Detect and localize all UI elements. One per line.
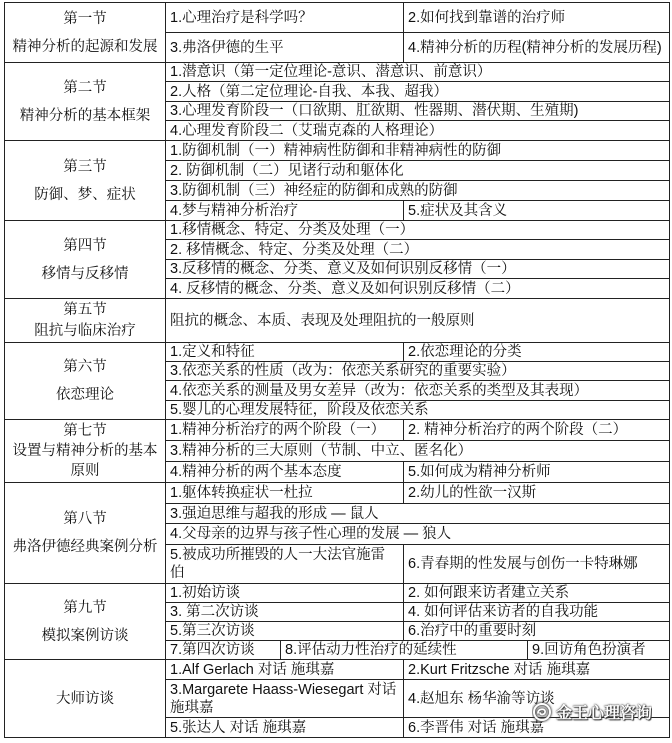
lesson-item: 5.第三次访谈: [166, 622, 404, 641]
section-number: 第四节: [63, 237, 107, 254]
lesson-item: 6.治疗中的重要时刻: [404, 622, 670, 641]
section-heading-text: [8, 237, 162, 283]
lesson-item: 2.Kurt Fritzsche 对话 施琪嘉: [404, 660, 670, 680]
section-number: 第九节: [63, 599, 107, 616]
table-row: [5, 3, 670, 33]
account-logo-icon: [532, 702, 552, 722]
section-number: 第三节: [63, 158, 107, 175]
lesson-item: 1.防御机制（一）精神病性防御和非精神病性的防御: [166, 141, 670, 161]
table-row: [5, 420, 670, 441]
lesson-item: 阻抗的概念、本质、表现及处理阻抗的一般原则: [166, 299, 670, 343]
lesson-item: 2.依恋理论的分类: [404, 343, 670, 362]
section-heading-text: [8, 599, 162, 645]
course-syllabus-table: [4, 2, 670, 738]
lesson-item: 4. 如何评估来访者的自我功能: [404, 603, 670, 622]
section-number: 第二节: [63, 79, 107, 96]
lesson-item: 1.定义和特征: [166, 343, 404, 362]
section-title: 精神分析的基本框架: [19, 107, 151, 124]
section-heading-text: [8, 690, 162, 708]
lesson-item: 4.依恋关系的测量及男女差异（改为：依恋关系的类型及其表现）: [166, 381, 670, 401]
lesson-item: 1.潜意识（第一定位理论-意识、潜意识、前意识）: [166, 63, 670, 82]
lesson-item: 4.精神分析的两个基本态度: [166, 462, 404, 483]
lesson-item: 1.移情概念、特定、分类及处理（一）: [166, 221, 670, 240]
lesson-item: 2.人格（第二定位理论-自我、本我、超我）: [166, 82, 670, 102]
section-title: 精神分析的起源和发展: [12, 38, 158, 55]
lesson-item: 2.幼儿的性欲一汉斯: [404, 483, 670, 504]
lesson-item: 7.第四次访谈: [166, 641, 281, 660]
section-heading-text: [8, 358, 162, 404]
lesson-item: 2.如何找到靠谱的治疗师: [404, 3, 670, 33]
table-row: [5, 584, 670, 603]
section-heading: [5, 343, 166, 420]
lesson-item: 4.精神分析的历程(精神分析的发展历程): [404, 33, 670, 63]
lesson-item: 6.李晋伟 对话 施琪嘉: [404, 718, 670, 738]
section-heading: [5, 221, 166, 299]
section-heading: [5, 420, 166, 483]
lesson-item: 5.张达人 对话 施琪嘉: [166, 718, 404, 738]
section-heading-text: [8, 301, 162, 340]
section-title: 依恋理论: [56, 387, 114, 403]
lesson-item: 4.梦与精神分析治疗: [166, 201, 404, 221]
table-row: [5, 483, 670, 504]
section-heading-text: [8, 79, 162, 125]
section-number: 第八节: [63, 511, 107, 527]
lesson-item: 8.评估动力性治疗的延续性: [281, 641, 528, 660]
lesson-item: 3.防御机制（三）神经症的防御和成熟的防御: [166, 181, 670, 201]
lesson-item: 1.初始访谈: [166, 584, 404, 603]
lesson-item: 5.婴儿的心理发展特征，阶段及依恋关系: [166, 401, 670, 420]
section-title: 大师访谈: [56, 690, 114, 707]
section-heading: [5, 483, 166, 584]
table-row: [5, 63, 670, 82]
section-heading: [5, 3, 166, 63]
section-title: 设置与精神分析的基本原则: [12, 443, 158, 479]
lesson-item: 3.心理发育阶段一（口欲期、肛欲期、性器期、潜伏期、生殖期): [166, 102, 670, 121]
section-heading-text: [8, 158, 162, 204]
section-heading: [5, 660, 166, 738]
section-heading: [5, 63, 166, 141]
lesson-item: 1.Alf Gerlach 对话 施琪嘉: [166, 660, 404, 680]
lesson-item: 2. 如何跟来访者建立关系: [404, 584, 670, 603]
table-row: [5, 221, 670, 240]
lesson-item: 5.被成功所摧毁的人一大法官施雷伯: [166, 545, 404, 584]
section-heading: [5, 141, 166, 221]
lesson-item: 4.心理发育阶段二（艾瑞克森的人格理论）: [166, 121, 670, 141]
section-number: 第六节: [63, 359, 107, 375]
lesson-item: 3.反移情的概念、分类、意义及如何识别反移情（一）: [166, 260, 670, 279]
section-title: 阻抗与临床治疗: [34, 323, 136, 339]
lesson-item: 2. 防御机制（二）见诸行动和躯体化: [166, 161, 670, 181]
lesson-item: 3.Margarete Haass-Wiesegart 对话施琪嘉: [166, 680, 404, 718]
watermark: [532, 700, 652, 723]
lesson-item: 4. 反移情的概念、分类、意义及如何识别反移情（二）: [166, 279, 670, 299]
section-number: 第七节: [63, 423, 107, 439]
lesson-item: 2. 精神分析治疗的两个阶段（二）: [404, 420, 670, 441]
lesson-item: 3.弗洛伊德的生平: [166, 33, 404, 63]
section-heading-text: [8, 10, 162, 56]
lesson-item: 1.心理治疗是科学吗？: [166, 3, 404, 33]
lesson-item: 3.精神分析的三大原则（节制、中立、匿名化）: [166, 441, 670, 462]
table-row: [5, 660, 670, 680]
section-heading: [5, 299, 166, 343]
table-row: [5, 299, 670, 343]
lesson-item: 1.精神分析治疗的两个阶段（一）: [166, 420, 404, 441]
lesson-item: 4.赵旭东 杨华渝等访谈: [404, 680, 670, 718]
lesson-item: 1.躯体转换症状一杜拉: [166, 483, 404, 504]
section-heading: [5, 584, 166, 660]
lesson-item: 9.回访角色扮演者: [528, 641, 670, 660]
table-row: [5, 343, 670, 362]
lesson-item: 3. 第二次访谈: [166, 603, 404, 622]
section-heading-text: [8, 421, 162, 481]
section-title: 弗洛伊德经典案例分析: [12, 539, 158, 555]
section-title: 移情与反移情: [41, 265, 129, 282]
lesson-item: 2. 移情概念、特定、分类及处理（二）: [166, 240, 670, 260]
section-number: 第五节: [63, 302, 107, 318]
lesson-item: 6.青春期的性发展与创伤一卡特琳娜: [404, 545, 670, 584]
lesson-item: 4.父母亲的边界与孩子性心理的发展 — 狼人: [166, 524, 670, 545]
section-title: 模拟案例访谈: [41, 627, 129, 644]
lesson-item: 5.症状及其含义: [404, 201, 670, 221]
section-number: 第一节: [63, 10, 107, 27]
lesson-item: 3.依恋关系的性质（改为：依恋关系研究的重要实验）: [166, 362, 670, 381]
section-heading-text: [8, 510, 162, 556]
lesson-item: 5.如何成为精神分析师: [404, 462, 670, 483]
lesson-item: 3.强迫思维与超我的形成 — 鼠人: [166, 504, 670, 524]
watermark-text: 金王心理咨询: [556, 705, 653, 722]
section-title: 防御、梦、症状: [34, 186, 136, 203]
table-row: [5, 141, 670, 161]
